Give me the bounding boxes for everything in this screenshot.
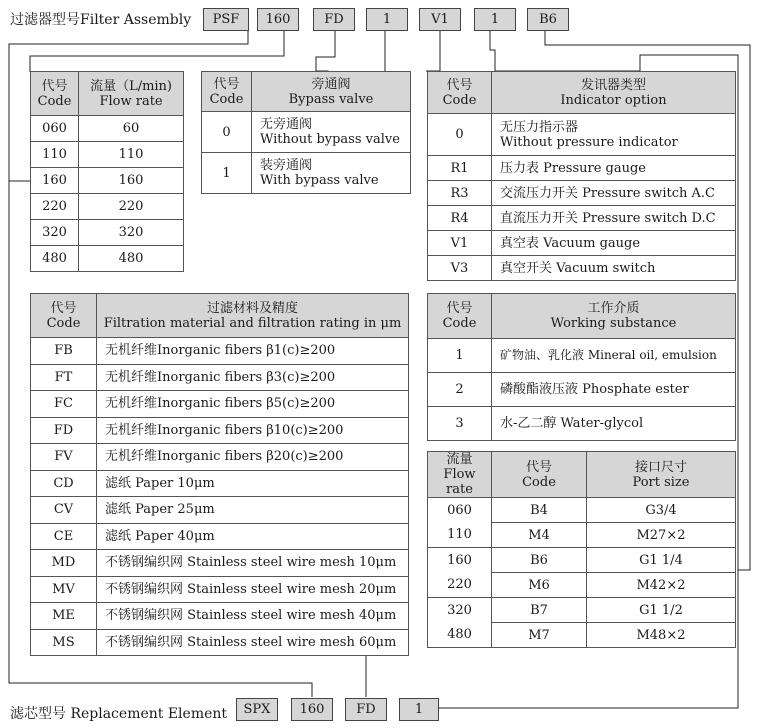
code-box-working: 1	[474, 8, 516, 31]
replacement-element-title: 滤芯型号 Replacement Element	[10, 706, 228, 722]
code-box-bypass: 1	[366, 8, 408, 31]
indicator-header: 发讯器类型 Indicator option	[492, 72, 736, 114]
table-row: 1 装旁通阀 With bypass valve	[202, 153, 411, 194]
table-row: FB 无机纤维Inorganic fibers β1(c)≥200	[31, 338, 409, 365]
code-header: 代号 Code	[202, 72, 252, 112]
table-row: R3 交流压力开关 Pressure switch A.C	[428, 181, 736, 206]
table-row: MD 不锈钢编织网 Stainless steel wire mesh 10μm	[31, 550, 409, 577]
filtration-header: 过滤材料及精度 Filtration material and filtration rating in μm	[97, 294, 409, 338]
table-row: 220 M6 M42×2	[428, 573, 736, 598]
table-row: 110 M4 M27×2	[428, 523, 736, 548]
bypass-header: 旁通阀 Bypass valve	[252, 72, 411, 112]
table-row: 060 B4 G3/4	[428, 498, 736, 523]
code-box-160: 160	[257, 8, 299, 31]
code-box-fd-element: FD	[345, 698, 387, 721]
port-size-table	[427, 451, 736, 648]
working-header: 工作介质 Working substance	[492, 294, 736, 339]
table-row: 0 无旁通阀 Without bypass valve	[202, 112, 411, 153]
code-box-fd: FD	[313, 8, 355, 31]
indicator-table	[427, 71, 736, 281]
table-row: 110 110	[31, 142, 184, 168]
code-box-1-element: 1	[399, 698, 439, 721]
code-box-indicator: V1	[419, 8, 461, 31]
filter-assembly-title: 过滤器型号Filter Assembly	[10, 12, 192, 28]
table-row: 480 M7 M48×2	[428, 623, 736, 648]
code-header: 代号 Code	[428, 294, 492, 339]
code-box-160-element: 160	[291, 698, 333, 721]
table-row: FC 无机纤维Inorganic fibers β5(c)≥200	[31, 391, 409, 418]
bypass-valve-table	[201, 71, 411, 194]
table-row: FD 无机纤维Inorganic fibers β10(c)≥200	[31, 417, 409, 444]
code-header: 代号 Code	[428, 72, 492, 114]
table-row: CD 滤纸 Paper 10μm	[31, 470, 409, 497]
table-row: 320 B7 G1 1/2	[428, 598, 736, 623]
code-box-port: B6	[527, 8, 569, 31]
table-row: V3 真空开关 Vacuum switch	[428, 256, 736, 281]
table-row: 060 60	[31, 116, 184, 142]
table-row: 320 320	[31, 220, 184, 246]
filtration-table	[30, 293, 409, 656]
table-row: CV 滤纸 Paper 25μm	[31, 497, 409, 524]
flow-header: 流量 Flow rate	[428, 452, 492, 498]
table-row: ME 不锈钢编织网 Stainless steel wire mesh 40μm	[31, 603, 409, 630]
table-row: FT 无机纤维Inorganic fibers β3(c)≥200	[31, 364, 409, 391]
code-box-psf: PSF	[203, 8, 249, 31]
table-row: 1 矿物油、乳化液 Mineral oil, emulsion	[428, 339, 736, 373]
table-row: MV 不锈钢编织网 Stainless steel wire mesh 20μm	[31, 576, 409, 603]
table-row: 220 220	[31, 194, 184, 220]
code-header: 代号 Code	[492, 452, 587, 498]
working-substance-table	[427, 293, 736, 441]
table-row: V1 真空表 Vacuum gauge	[428, 231, 736, 256]
table-row: 2 磷酸酯液压液 Phosphate ester	[428, 373, 736, 407]
table-row: 160 160	[31, 168, 184, 194]
table-row: R4 直流压力开关 Pressure switch D.C	[428, 206, 736, 231]
port-header: 接口尺寸 Port size	[586, 452, 735, 498]
table-row: 0 无压力指示器 Without pressure indicator	[428, 114, 736, 156]
flow-rate-table	[30, 71, 184, 272]
table-row: 160 B6 G1 1/4	[428, 548, 736, 573]
table-row: 3 水-乙二醇 Water-glycol	[428, 407, 736, 441]
table-row: FV 无机纤维Inorganic fibers β20(c)≥200	[31, 444, 409, 471]
code-box-spx: SPX	[236, 698, 278, 721]
code-header: 代号 Code	[31, 72, 79, 116]
flow-header: 流量（L/min) Flow rate	[79, 72, 184, 116]
table-row: MS 不锈钢编织网 Stainless steel wire mesh 60μm	[31, 629, 409, 656]
table-row: R1 压力表 Pressure gauge	[428, 156, 736, 181]
code-header: 代号 Code	[31, 294, 97, 338]
table-row: CE 滤纸 Paper 40μm	[31, 523, 409, 550]
table-row: 480 480	[31, 246, 184, 272]
